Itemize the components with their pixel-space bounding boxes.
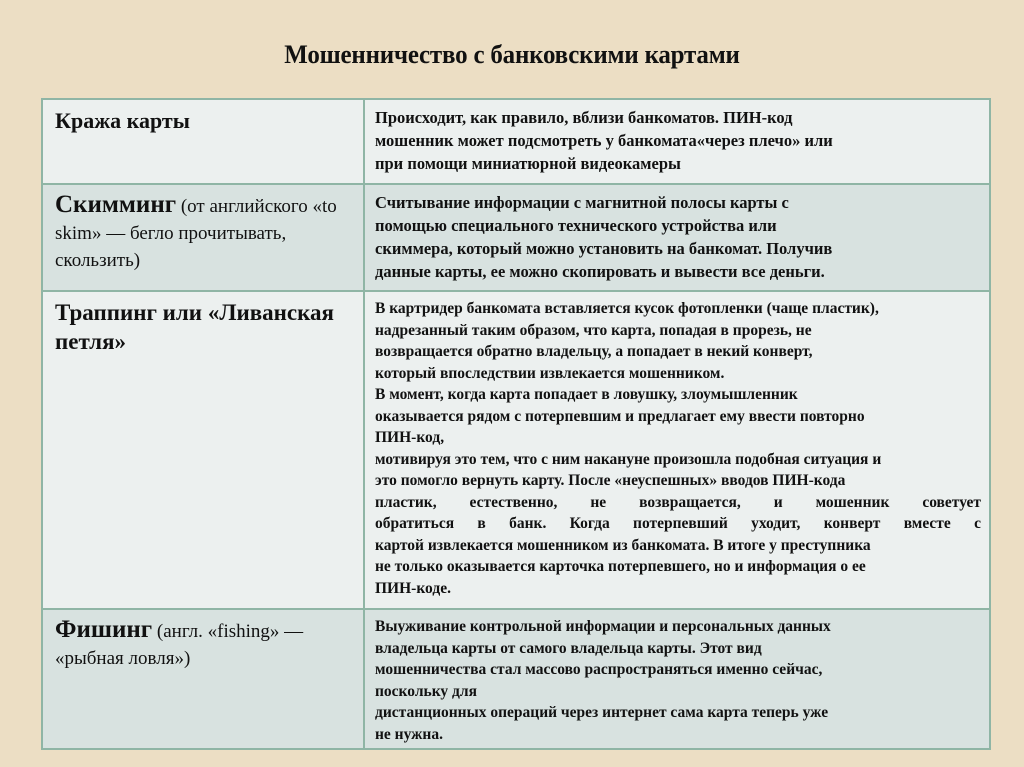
description-cell bbox=[364, 291, 990, 609]
description-cell bbox=[364, 184, 990, 291]
description-line: при помощи миниатюрной видеокамеры bbox=[375, 154, 681, 173]
description-line: который впоследствии извлекается мошенником. bbox=[375, 364, 725, 382]
description-line: поскольку для bbox=[375, 682, 477, 700]
description-line: надрезанный таким образом, что карта, попадая в прорезь, не bbox=[375, 321, 812, 339]
description-line: не нужна. bbox=[375, 725, 443, 743]
description-cell bbox=[364, 609, 990, 749]
description-line: В момент, когда карта попадает в ловушку, злоумышленник bbox=[375, 386, 798, 403]
description-line: Происходит, как правило, вблизи банкоматов. ПИН-код bbox=[375, 108, 793, 127]
term-name: Фишинг bbox=[55, 616, 153, 643]
term-note: (от английского «to skim» — бегло прочитывать, скользить) bbox=[55, 196, 337, 271]
term-name: Кража карты bbox=[55, 108, 190, 133]
description-line: ПИН-код, bbox=[375, 429, 445, 446]
term-cell bbox=[42, 184, 364, 291]
description-line: помощью специального технического устройства или bbox=[375, 216, 777, 235]
description-line: это помогло вернуть карту. После «неуспешных» вводов ПИН-кода bbox=[375, 472, 846, 489]
description-line: Считывание информации с магнитной полосы карты с bbox=[375, 193, 789, 212]
description-cell bbox=[364, 99, 990, 184]
table-row-skimming bbox=[42, 184, 990, 291]
term-cell bbox=[42, 99, 364, 184]
description-line: данные карты, ее можно скопировать и вывести все деньги. bbox=[375, 262, 825, 281]
term-cell bbox=[42, 609, 364, 749]
term-cell bbox=[42, 291, 364, 609]
description-line: владельца карты от самого владельца карты. Этот вид bbox=[375, 639, 762, 657]
description-line: Выуживание контрольной информации и персональных данных bbox=[375, 618, 831, 635]
description-line: ПИН-коде. bbox=[375, 579, 451, 597]
description-line: В картридер банкомата вставляется кусок фотопленки (чаще пластик), bbox=[375, 300, 879, 317]
description-line: возвращается обратно владельцу, а попадает в некий конверт, bbox=[375, 343, 813, 360]
description-line: скиммера, который можно установить на банкомат. Получив bbox=[375, 239, 833, 258]
description-line: пластик, естественно, не возвращается, и мошенник советует bbox=[375, 493, 981, 511]
description-line: мошенник может подсмотреть у банкомата«через плечо» или bbox=[375, 131, 833, 150]
description-line: оказывается рядом с потерпевшим и предлагает ему ввести повторно bbox=[375, 407, 865, 425]
term-name: Траппинг или «Ливанская петля» bbox=[55, 300, 334, 354]
description-line: мотивируя это тем, что с ним накануне произошла подобная ситуация и bbox=[375, 450, 882, 468]
description-line: картой извлекается мошенником из банкомата. В итоге у преступника bbox=[375, 536, 871, 554]
description-line: не только оказывается карточка потерпевшего, но и информация о ее bbox=[375, 558, 866, 575]
slide-title: Мошенничество с банковскими картами bbox=[284, 40, 740, 69]
fraud-types-table bbox=[41, 98, 991, 750]
term-note: (англ. «fishing» — «рыбная ловля») bbox=[55, 621, 304, 669]
description-line: обратиться в банк. Когда потерпевший уходит, конверт вместе с bbox=[375, 515, 981, 532]
table-row-trapping bbox=[42, 291, 990, 609]
description-line: мошенничества стал массово распространяться именно сейчас, bbox=[375, 661, 823, 678]
table-row-card-theft bbox=[42, 99, 990, 184]
description-line: дистанционных операций через интернет сама карта теперь уже bbox=[375, 704, 829, 721]
term-name: Скимминг bbox=[55, 191, 177, 218]
table-row-phishing bbox=[42, 609, 990, 749]
